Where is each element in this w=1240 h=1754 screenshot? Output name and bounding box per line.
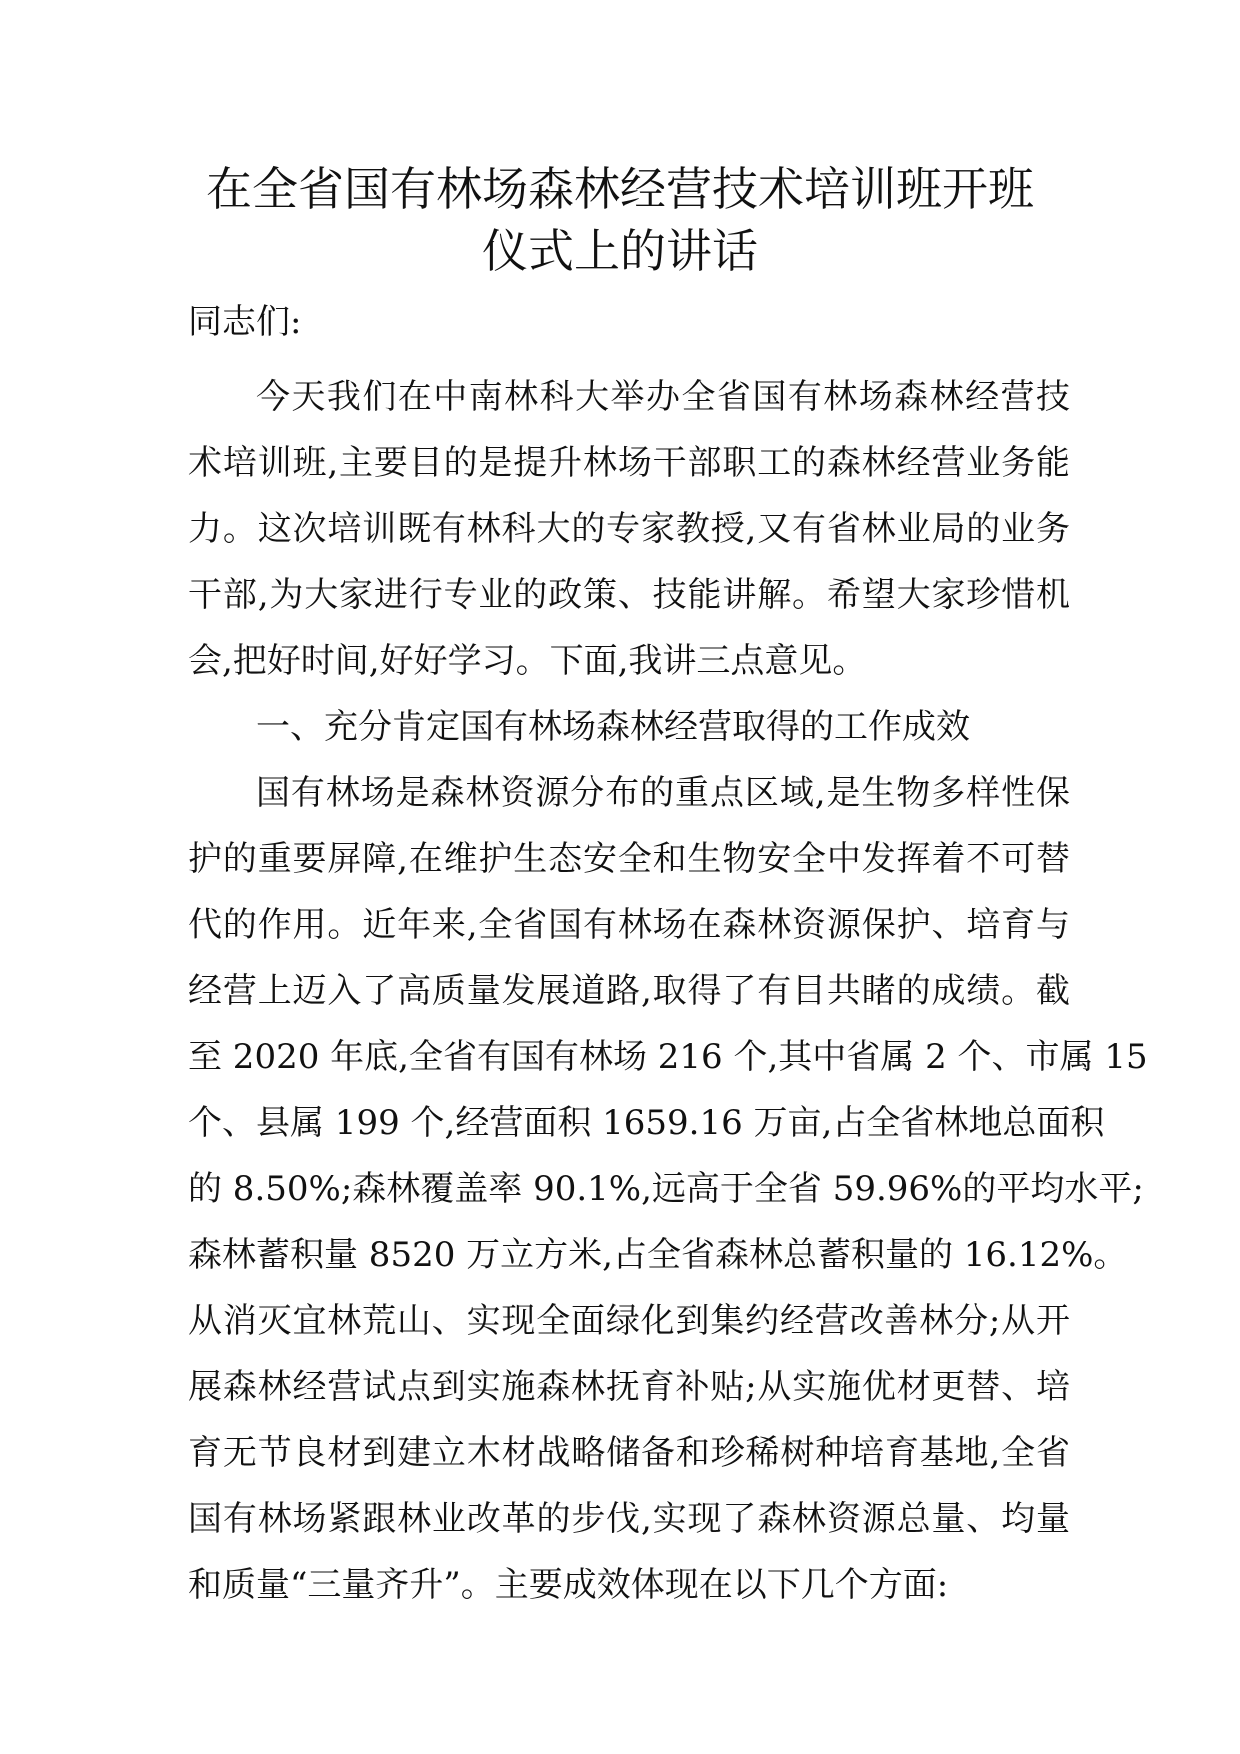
paragraph-line: 国有林场是森林资源分布的重点区域,是生物多样性保 (256, 773, 1070, 813)
document-body (188, 364, 1148, 1618)
title-line-1: 在全省国有林场森林经营技术培训班开班 (206, 162, 1034, 216)
section-heading: 一、充分肯定国有林场森林经营取得的工作成效 (256, 707, 970, 747)
paragraph-line: 术培训班,主要目的是提升林场干部职工的森林经营业务能 (188, 443, 1070, 483)
greeting: 同志们: (188, 302, 302, 342)
paragraph-line: 从消灭宜林荒山、实现全面绿化到集约经营改善林分;从开 (188, 1301, 1071, 1341)
paragraph-line: 代的作用。近年来,全省国有林场在森林资源保护、培育与 (188, 905, 1070, 945)
paragraph-line: 国有林场紧跟林业改革的步伐,实现了森林资源总量、均量 (188, 1499, 1070, 1539)
paragraph-line: 会,把好时间,好好学习。下面,我讲三点意见。 (188, 641, 867, 681)
paragraph-line: 展森林经营试点到实施森林抚育补贴;从实施优材更替、培 (188, 1367, 1070, 1407)
paragraph-line: 今天我们在中南林科大举办全省国有林场森林经营技 (256, 377, 1070, 417)
title-line-2: 仪式上的讲话 (482, 224, 758, 278)
paragraph-line: 森林蓄积量 8520 万立方米,占全省森林总蓄积量的 16.12%。 (188, 1235, 1128, 1275)
paragraph-line: 经营上迈入了高质量发展道路,取得了有目共睹的成绩。截 (188, 971, 1070, 1011)
paragraph-line: 育无节良材到建立木材战略储备和珍稀树种培育基地,全省 (188, 1433, 1070, 1473)
paragraph-line: 个、县属 199 个,经营面积 1659.16 万亩,占全省林地总面积 (188, 1103, 1105, 1143)
paragraph-line: 和质量“三量齐升”。主要成效体现在以下几个方面: (188, 1565, 949, 1605)
paragraph-line: 护的重要屏障,在维护生态安全和生物安全中发挥着不可替 (188, 839, 1070, 879)
paragraph-line: 的 8.50%;森林覆盖率 90.1%,远高于全省 59.96%的平均水平; (188, 1169, 1144, 1209)
document-title (160, 158, 1080, 282)
paragraph-line: 干部,为大家进行专业的政策、技能讲解。希望大家珍惜机 (188, 575, 1070, 615)
paragraph-line: 力。这次培训既有林科大的专家教授,又有省林业局的业务 (188, 509, 1070, 549)
paragraph-line: 至 2020 年底,全省有国有林场 216 个,其中省属 2 个、市属 15 (188, 1037, 1148, 1077)
